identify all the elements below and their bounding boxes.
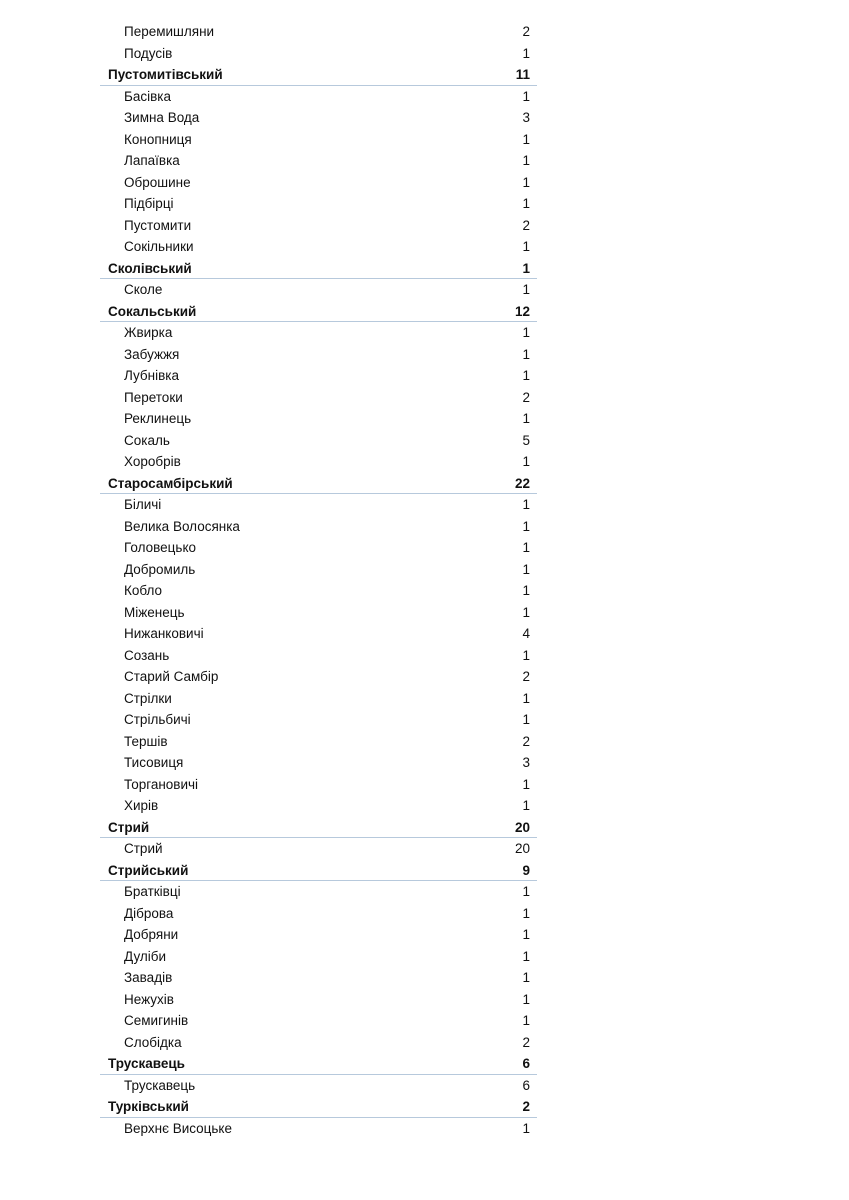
settlement-count: 1 <box>522 454 530 469</box>
district-row <box>100 1096 537 1118</box>
settlement-row <box>100 516 537 538</box>
settlement-name: Реклинець <box>124 411 192 426</box>
district-row <box>100 301 537 323</box>
district-name: Сокальський <box>108 303 197 319</box>
settlement-count: 1 <box>522 905 530 921</box>
settlement-count: 1 <box>522 884 530 899</box>
settlement-count: 1 <box>522 411 530 426</box>
settlement-count: 2 <box>522 733 530 749</box>
settlement-row <box>100 989 537 1011</box>
settlement-row <box>100 129 537 151</box>
settlement-name: Діброва <box>124 905 174 921</box>
settlement-count: 1 <box>522 325 530 340</box>
settlement-row <box>100 344 537 366</box>
settlement-name: Стрілки <box>124 690 172 706</box>
settlement-row <box>100 451 537 473</box>
settlement-count: 1 <box>522 604 530 620</box>
settlement-row <box>100 924 537 946</box>
settlement-count: 3 <box>522 110 530 125</box>
settlement-count: 1 <box>522 174 530 190</box>
settlement-count: 1 <box>522 583 530 598</box>
settlement-name: Конопниця <box>124 131 192 147</box>
settlement-name: Сокаль <box>124 432 170 448</box>
settlement-name: Лубнівка <box>124 368 179 383</box>
settlement-name: Головецько <box>124 540 197 555</box>
settlement-count: 1 <box>522 346 530 362</box>
settlement-count: 2 <box>522 389 530 405</box>
settlement-name: Нижанковичі <box>124 626 204 641</box>
settlement-row <box>100 215 537 237</box>
settlement-row <box>100 559 537 581</box>
settlement-count: 1 <box>522 1013 530 1028</box>
district-total: 9 <box>522 862 530 878</box>
settlement-count: 1 <box>522 45 530 61</box>
settlement-count: 1 <box>522 1120 530 1136</box>
district-name: Турківський <box>108 1099 189 1114</box>
settlement-name: Лапаївка <box>124 153 180 168</box>
settlement-name: Міженець <box>124 604 185 620</box>
settlement-name: Підбірці <box>124 196 174 211</box>
settlement-count: 1 <box>522 518 530 534</box>
settlement-row <box>100 107 537 129</box>
district-total: 12 <box>514 303 530 319</box>
settlement-row <box>100 43 537 65</box>
settlement-name: Трускавець <box>124 1077 196 1093</box>
settlement-count: 1 <box>522 561 530 577</box>
settlement-row <box>100 645 537 667</box>
settlement-count: 3 <box>522 755 530 770</box>
settlement-name: Перемишляни <box>124 24 215 39</box>
settlement-count: 1 <box>522 282 530 297</box>
settlement-count: 1 <box>522 712 530 727</box>
settlement-count: 5 <box>522 432 530 448</box>
settlement-count: 1 <box>522 88 530 104</box>
settlement-count: 1 <box>522 368 530 383</box>
district-row <box>100 817 537 839</box>
settlement-count: 1 <box>522 131 530 147</box>
settlement-row <box>100 21 537 43</box>
settlement-name: Сколе <box>124 282 163 297</box>
settlement-name: Нежухів <box>124 991 174 1007</box>
settlement-name: Добряни <box>124 927 179 942</box>
settlement-name: Созань <box>124 647 170 663</box>
district-row <box>100 64 537 86</box>
settlement-name: Басівка <box>124 88 171 104</box>
settlement-name: Велика Волосянка <box>124 518 240 534</box>
settlement-row <box>100 580 537 602</box>
settlement-row <box>100 946 537 968</box>
district-name: Старосамбірський <box>108 475 233 491</box>
settlement-name: Дуліби <box>124 948 167 964</box>
settlement-name: Зимна Вода <box>124 110 200 125</box>
settlement-row <box>100 1118 537 1140</box>
settlement-name: Стрільбичі <box>124 712 191 727</box>
settlement-row <box>100 150 537 172</box>
district-settlement-table <box>100 21 537 1139</box>
settlement-row <box>100 1010 537 1032</box>
settlement-name: Хоробрів <box>124 454 181 469</box>
settlement-name: Добромиль <box>124 561 196 577</box>
settlement-row <box>100 709 537 731</box>
settlement-name: Старий Самбір <box>124 669 219 684</box>
settlement-row <box>100 236 537 258</box>
settlement-name: Забужжя <box>124 346 180 362</box>
settlement-row <box>100 430 537 452</box>
district-row <box>100 473 537 495</box>
settlement-count: 1 <box>522 991 530 1007</box>
settlement-row <box>100 365 537 387</box>
settlement-row <box>100 602 537 624</box>
settlement-count: 1 <box>522 927 530 942</box>
district-total: 2 <box>522 1099 530 1114</box>
district-name: Трускавець <box>108 1056 185 1071</box>
settlement-count: 2 <box>522 1034 530 1050</box>
settlement-row <box>100 666 537 688</box>
settlement-name: Стрий <box>124 841 163 856</box>
settlement-row <box>100 795 537 817</box>
settlement-name: Тершів <box>124 733 168 749</box>
district-name: Стрий <box>108 819 150 835</box>
settlement-count: 1 <box>522 948 530 964</box>
settlement-row <box>100 1032 537 1054</box>
settlement-count: 1 <box>522 540 530 555</box>
settlement-name: Пустомити <box>124 217 192 233</box>
district-total: 22 <box>514 475 530 491</box>
settlement-count: 1 <box>522 239 530 254</box>
settlement-name: Жвирка <box>124 325 173 340</box>
settlement-count: 1 <box>522 798 530 813</box>
settlement-name: Перетоки <box>124 389 183 405</box>
settlement-row <box>100 172 537 194</box>
district-total: 11 <box>515 67 530 82</box>
settlement-count: 2 <box>522 217 530 233</box>
settlement-row <box>100 688 537 710</box>
settlement-count: 1 <box>522 970 530 985</box>
settlement-name: Семигинів <box>124 1013 189 1028</box>
district-total: 6 <box>522 1056 530 1071</box>
settlement-count: 1 <box>522 196 530 211</box>
settlement-count: 1 <box>522 497 530 512</box>
settlement-count: 6 <box>522 1077 530 1093</box>
district-total: 20 <box>514 819 530 835</box>
district-total: 1 <box>522 260 530 276</box>
settlement-count: 20 <box>514 841 530 856</box>
settlement-name: Хирів <box>124 798 159 813</box>
settlement-count: 1 <box>522 776 530 792</box>
settlement-name: Верхнє Висоцьке <box>124 1120 232 1136</box>
settlement-count: 1 <box>522 647 530 663</box>
settlement-row <box>100 752 537 774</box>
settlement-row <box>100 774 537 796</box>
district-row <box>100 1053 537 1075</box>
settlement-row <box>100 903 537 925</box>
settlement-count: 1 <box>522 690 530 706</box>
district-row <box>100 258 537 280</box>
settlement-count: 2 <box>522 24 530 39</box>
settlement-name: Братківці <box>124 884 181 899</box>
settlement-row <box>100 279 537 301</box>
district-name: Пустомитівський <box>108 67 223 82</box>
settlement-name: Торгановичі <box>124 776 199 792</box>
settlement-row <box>100 387 537 409</box>
settlement-count: 1 <box>522 153 530 168</box>
settlement-name: Подусів <box>124 45 173 61</box>
district-name: Сколівський <box>108 260 192 276</box>
settlement-name: Оброшине <box>124 174 191 190</box>
settlement-row <box>100 537 537 559</box>
settlement-name: Тисовиця <box>124 755 184 770</box>
settlement-row <box>100 838 537 860</box>
settlement-name: Сокільники <box>124 239 194 254</box>
settlement-row <box>100 86 537 108</box>
settlement-name: Біличі <box>124 497 162 512</box>
settlement-row <box>100 408 537 430</box>
settlement-name: Завадів <box>124 970 173 985</box>
settlement-row <box>100 881 537 903</box>
settlement-row <box>100 623 537 645</box>
settlement-row <box>100 1075 537 1097</box>
settlement-row <box>100 322 537 344</box>
district-row <box>100 860 537 882</box>
settlement-row <box>100 731 537 753</box>
settlement-count: 2 <box>522 669 530 684</box>
settlement-name: Слобідка <box>124 1034 182 1050</box>
settlement-row <box>100 494 537 516</box>
settlement-row <box>100 967 537 989</box>
settlement-row <box>100 193 537 215</box>
district-name: Стрийський <box>108 862 189 878</box>
settlement-count: 4 <box>522 626 530 641</box>
settlement-name: Кобло <box>124 583 163 598</box>
